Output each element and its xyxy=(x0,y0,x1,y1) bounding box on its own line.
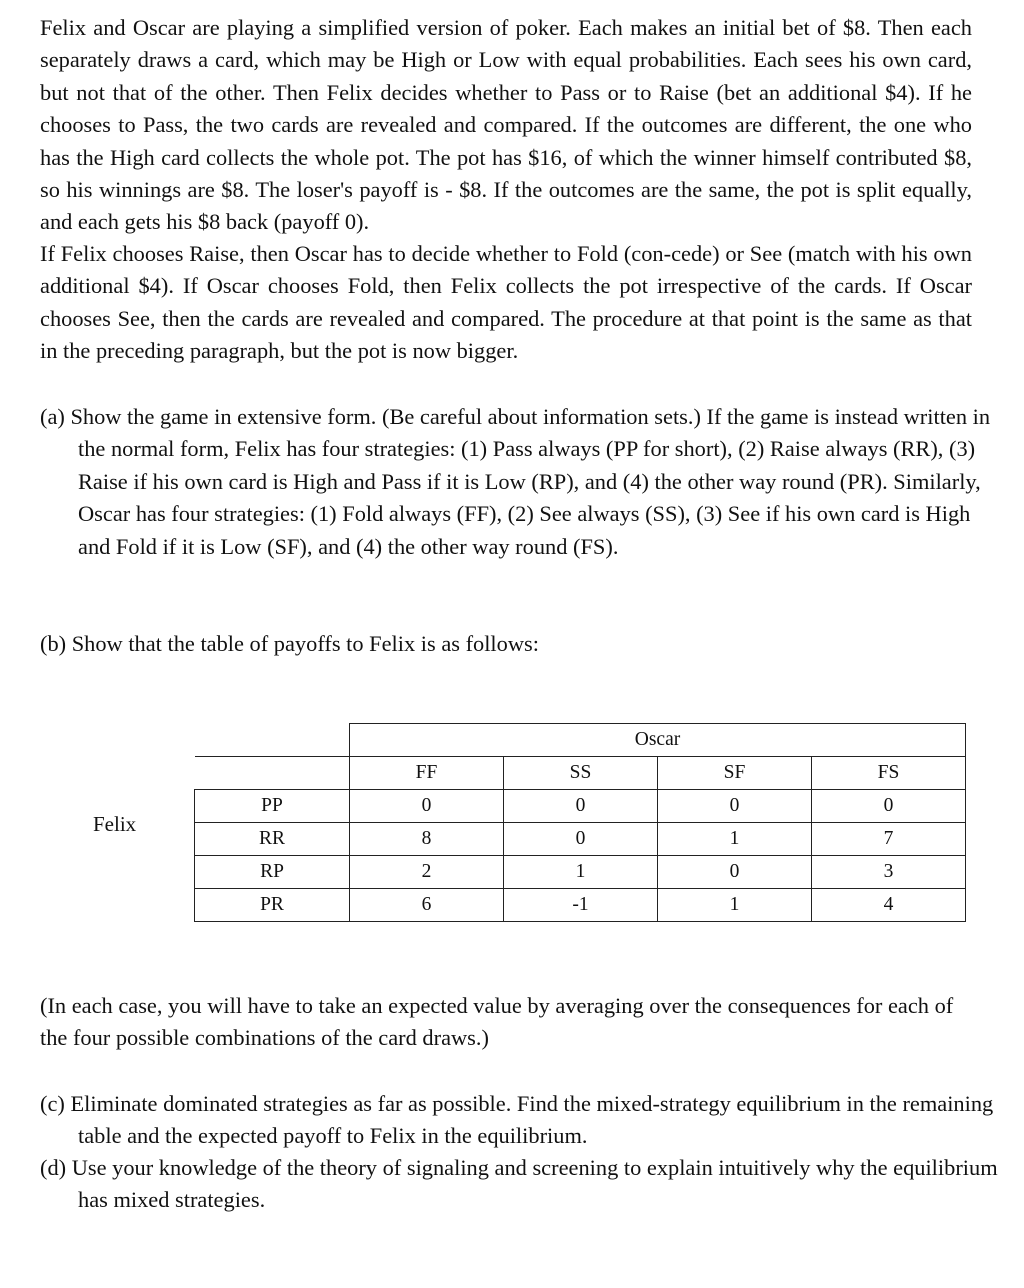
table-cell: 0 xyxy=(658,790,812,823)
blank-corner-cell xyxy=(195,757,350,790)
question-a: (a) Show the game in extensive form. (Be careful about information sets.) If the game is instead written in the normal form, Felix has four strategies: (1) Pass always (PP for short), (2) Raise always (RR), (3) Raise if his own card is High and Pass if it is Low (RP), and (4) the other way round (PR). Similarly, Oscar has four strategies: (1) Fold always (FF), (2) See always (SS), (3) See if his own card is High and Fold if it is Low (SF), and (4) the other way round (FS). xyxy=(40,404,991,559)
column-header: SS xyxy=(504,757,658,790)
table-cell: 3 xyxy=(812,856,966,889)
table-cell: 4 xyxy=(812,889,966,922)
table-cell: 1 xyxy=(658,823,812,856)
table-cell: 2 xyxy=(350,856,504,889)
column-player-label: Oscar xyxy=(350,724,966,757)
expected-value-note: (In each case, you will have to take an expected value by averaging over the consequences for each of the four possible combinations of the card draws.) xyxy=(40,993,954,1051)
table-cell: 1 xyxy=(658,889,812,922)
table-cell: 6 xyxy=(350,889,504,922)
table-cell: 1 xyxy=(504,856,658,889)
table-row xyxy=(195,856,966,889)
column-header: SF xyxy=(658,757,812,790)
row-player-label: Felix xyxy=(93,812,137,836)
table-cell: 8 xyxy=(350,823,504,856)
table-row xyxy=(195,889,966,922)
table-cell: 0 xyxy=(504,790,658,823)
table-cell: 7 xyxy=(812,823,966,856)
row-header: PR xyxy=(195,889,350,922)
question-c: (c) Eliminate dominated strategies as far as possible. Find the mixed-strategy equilibrium in the remaining table and the expected payoff to Felix in the equilibrium. xyxy=(40,1091,994,1149)
row-header: RP xyxy=(195,856,350,889)
table-row xyxy=(195,790,966,823)
table-cell: 0 xyxy=(812,790,966,823)
column-header: FS xyxy=(812,757,966,790)
column-header: FF xyxy=(350,757,504,790)
intro-paragraph-1: Felix and Oscar are playing a simplified version of poker. Each makes an initial bet of $8. Then each separately draws a card, which may be High or Low with equal probabilities. Each sees his own card, but not that of the other. Then Felix decides whether to Pass or to Raise (bet an additional $4). If he chooses to Pass, the two cards are revealed and compared. If the outcomes are different, the one who has the High card collects the whole pot. The pot has $16, of which the winner himself contributed $8, so his winnings are $8. The loser's payoff is - $8. If the outcomes are the same, the pot is split equally, and each gets his $8 back (payoff 0). xyxy=(40,15,972,235)
question-d: (d) Use your knowledge of the theory of signaling and screening to explain intuitively why the equilibrium has mixed strategies. xyxy=(40,1155,998,1213)
intro-paragraph-2: If Felix chooses Raise, then Oscar has to decide whether to Fold (con-cede) or See (match with his own additional $4). If Oscar chooses Fold, then Felix collects the pot irrespective of the cards. If Oscar chooses See, then the cards are revealed and compared. The procedure at that point is the same as that in the preceding paragraph, but the pot is now bigger. xyxy=(40,241,972,364)
column-header-row xyxy=(195,757,966,790)
table-cell: 0 xyxy=(504,823,658,856)
table-cell: 0 xyxy=(350,790,504,823)
row-header: RR xyxy=(195,823,350,856)
table-row xyxy=(195,823,966,856)
table-cell: 0 xyxy=(658,856,812,889)
payoff-table xyxy=(194,723,966,922)
table-header-row xyxy=(195,724,966,757)
table-cell: -1 xyxy=(504,889,658,922)
row-header: PP xyxy=(195,790,350,823)
blank-corner-cell xyxy=(195,724,350,757)
question-b: (b) Show that the table of payoffs to Felix is as follows: xyxy=(40,631,539,656)
